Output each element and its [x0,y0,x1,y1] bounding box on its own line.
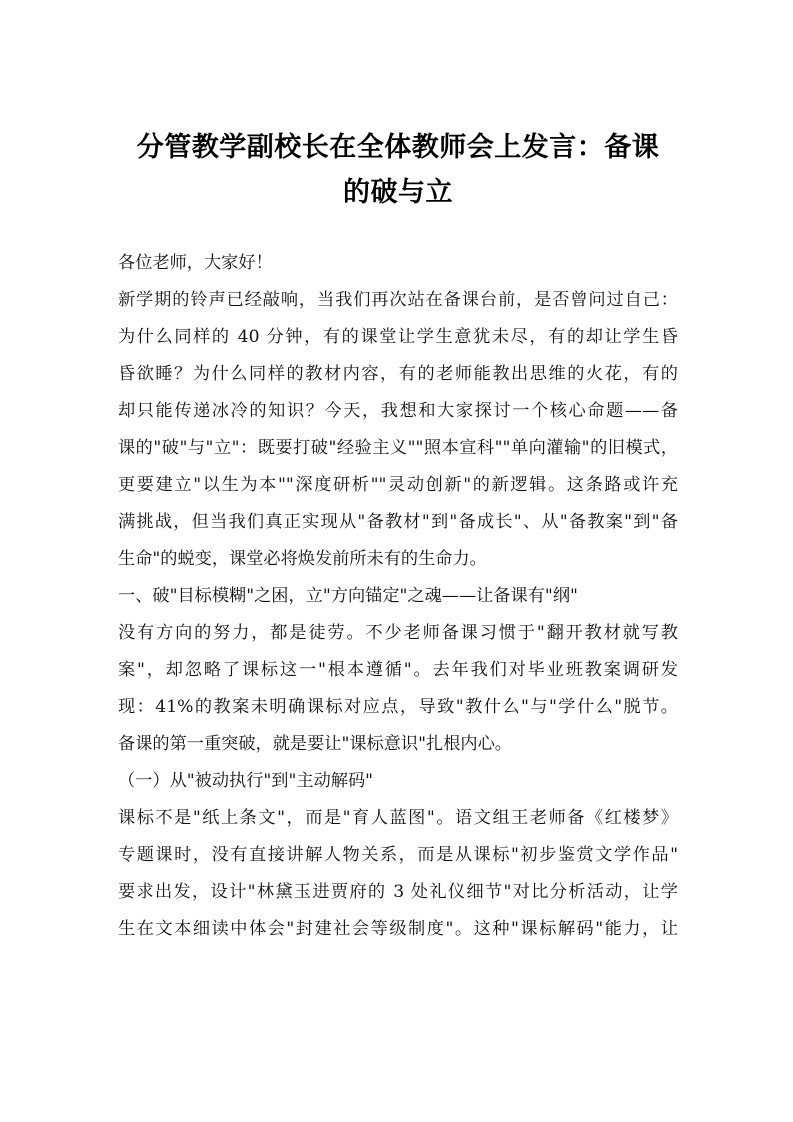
paragraph-line: 现：41%的教案未明确课标对应点，导致"教什么"与"学什么"脱节。 [118,697,678,717]
paragraph-line: 昏欲睡？为什么同样的教材内容，有的老师能教出思维的火花，有的 [118,364,678,384]
document-title-line-2: 的破与立 [343,177,453,208]
document-body [118,245,678,948]
paragraph-line: 生在文本细读中体会"封建社会等级制度"。这种"课标解码"能力，让 [118,919,678,939]
paragraph-line: 新学期的铃声已经敲响，当我们再次站在备课台前，是否曾问过自己： [118,290,678,310]
paragraph-line: 专题课时，没有直接讲解人物关系，而是从课标"初步鉴赏文学作品" [118,845,678,865]
paragraph-line: 课的"破"与"立"：既要打破"经验主义""照本宣科""单向灌输"的旧模式， [118,438,678,458]
document-title-line-1: 分管教学副校长在全体教师会上发言：备课 [136,132,660,163]
paragraph-line: 满挑战，但当我们真正实现从"备教材"到"备成长"、从"备教案"到"备 [118,512,678,532]
paragraph-line: 没有方向的努力，都是徒劳。不少老师备课习惯于"翻开教材就写教 [118,623,678,643]
paragraph-line: 课标不是"纸上条文"，而是"育人蓝图"。语文组王老师备《红楼梦》 [118,808,678,828]
greeting-line: 各位老师，大家好！ [118,253,273,273]
paragraph-line: 为什么同样的 40 分钟，有的课堂让学生意犹未尽，有的却让学生昏 [118,327,678,347]
paragraph-line: 案"，却忽略了课标这一"根本遵循"。去年我们对毕业班教案调研发 [118,660,678,680]
subsection-heading: （一）从"被动执行"到"主动解码" [118,771,374,791]
paragraph-line: 备课的第一重突破，就是要让"课标意识"扎根内心。 [118,734,512,754]
paragraph-line: 更要建立"以生为本""深度研析""灵动创新"的新逻辑。这条路或许充 [118,475,678,495]
paragraph-line: 却只能传递冰冷的知识？今天，我想和大家探讨一个核心命题——备 [118,401,678,421]
paragraph-line: 生命"的蜕变，课堂必将焕发前所未有的生命力。 [118,549,487,569]
section-heading: 一、破"目标模糊"之困，立"方向锚定"之魂——让备课有"纲" [118,586,578,606]
paragraph-line: 要求出发，设计"林黛玉进贾府的 3 处礼仪细节"对比分析活动，让学 [118,882,678,902]
